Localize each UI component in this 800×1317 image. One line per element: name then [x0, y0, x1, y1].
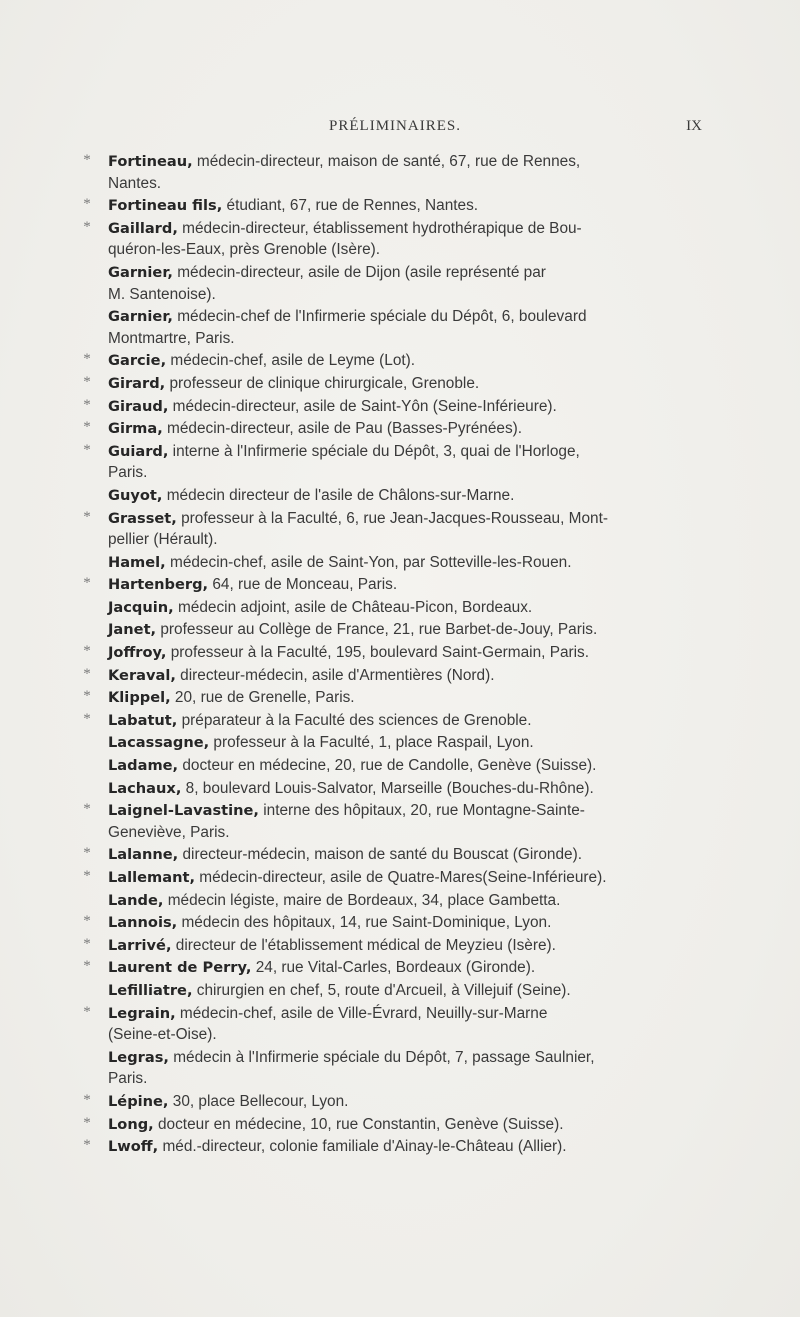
asterisk-mark: *	[83, 1003, 91, 1020]
member-description: professeur à la Faculté, 195, boulevard Saint-Germain, Paris.	[166, 644, 590, 662]
member-name: Girard,	[108, 374, 166, 392]
member-description: 20, rue de Grenelle, Paris.	[170, 689, 355, 707]
member-name: Fortineau,	[108, 153, 193, 170]
list-item	[83, 1135, 700, 1158]
member-name: Garnier,	[108, 263, 173, 281]
member-name: Larrivé,	[108, 936, 172, 954]
member-description: médecin directeur de l'asile de Châlons-sur-Marne.	[162, 486, 515, 504]
member-description: médecin-directeur, maison de santé, 67, rue de Rennes,	[192, 153, 581, 170]
member-name: Lefilliatre,	[108, 981, 193, 999]
asterisk-mark: *	[83, 373, 91, 390]
member-description: 64, rue de Monceau, Paris.	[208, 576, 398, 594]
list-item	[83, 709, 700, 732]
member-description-continuation: Geneviève, Paris.	[108, 823, 230, 841]
list-item	[88, 551, 700, 574]
member-description: directeur-médecin, maison de santé du Bouscat (Gironde).	[178, 846, 582, 864]
list-item	[83, 843, 700, 866]
list-item	[83, 686, 700, 709]
member-description: médecin-directeur, asile de Dijon (asile représenté par	[172, 263, 546, 281]
asterisk-mark: *	[83, 913, 91, 930]
member-description-continuation: M. Santenoise).	[108, 285, 216, 303]
list-item	[88, 261, 700, 305]
member-description: étudiant, 67, rue de Rennes, Nantes.	[222, 197, 479, 215]
asterisk-mark: *	[83, 575, 91, 592]
list-item	[83, 911, 700, 934]
member-description-continuation: (Seine-et-Oise).	[108, 1026, 217, 1044]
list-item	[88, 979, 700, 1002]
member-description: médecin-chef, asile de Leyme (Lot).	[166, 352, 416, 370]
asterisk-mark: *	[83, 1137, 91, 1154]
member-name: Lande,	[108, 891, 164, 909]
member-description-continuation: pellier (Hérault).	[108, 531, 218, 549]
member-name: Hartenberg,	[108, 576, 209, 594]
list-item	[83, 217, 700, 261]
list-item	[83, 395, 700, 418]
asterisk-mark: *	[83, 396, 91, 413]
member-description: docteur en médecine, 10, rue Constantin, Genève (Suisse).	[153, 1115, 564, 1133]
list-item	[83, 956, 700, 979]
member-description: médecin adjoint, asile de Château-Picon, Bordeaux.	[173, 598, 533, 616]
member-description-continuation: Paris.	[108, 1070, 148, 1088]
list-item	[88, 731, 700, 754]
member-description: préparateur à la Faculté des sciences de Grenoble.	[177, 711, 532, 729]
asterisk-mark: *	[83, 688, 91, 705]
member-name: Legras,	[108, 1048, 169, 1066]
member-name: Long,	[108, 1115, 154, 1133]
asterisk-mark: *	[83, 958, 91, 975]
member-name: Lalanne,	[108, 846, 179, 864]
asterisk-mark: *	[83, 419, 91, 436]
asterisk-mark: *	[83, 1114, 91, 1131]
member-name: Lallemant,	[108, 869, 196, 886]
member-name: Fortineau fils,	[108, 197, 223, 215]
list-item	[88, 596, 700, 619]
member-description: 30, place Bellecour, Lyon.	[168, 1092, 349, 1110]
member-description: chirurgien en chef, 5, route d'Arcueil, à Villejuif (Seine).	[192, 981, 571, 999]
member-description: docteur en médecine, 20, rue de Candolle, Genève (Suisse).	[178, 757, 597, 775]
list-item	[83, 194, 700, 217]
list-item	[83, 934, 700, 957]
member-name: Lépine,	[108, 1092, 169, 1110]
member-name: Janet,	[108, 621, 157, 639]
list-item	[83, 349, 700, 372]
asterisk-mark: *	[83, 152, 91, 168]
member-description: médecin-chef de l'Infirmerie spéciale du Dépôt, 6, boulevard	[172, 308, 587, 326]
member-list	[83, 150, 700, 1158]
member-description: interne des hôpitaux, 20, rue Montagne-Sainte-	[258, 802, 585, 820]
list-item	[83, 664, 700, 687]
list-item	[83, 1113, 700, 1136]
list-item	[88, 777, 700, 800]
member-description: directeur-médecin, asile d'Armentières (Nord).	[175, 666, 495, 684]
list-item	[83, 641, 700, 664]
member-name: Girma,	[108, 420, 163, 438]
asterisk-mark: *	[83, 1091, 91, 1108]
member-name: Garnier,	[108, 308, 173, 326]
member-name: Guyot,	[108, 486, 163, 504]
member-name: Lacassagne,	[108, 734, 210, 752]
list-item	[83, 799, 700, 843]
member-name: Lachaux,	[108, 779, 182, 797]
asterisk-mark: *	[83, 351, 91, 368]
member-description-continuation: Montmartre, Paris.	[108, 329, 235, 347]
asterisk-mark: *	[83, 868, 91, 884]
member-name: Lwoff,	[108, 1138, 159, 1156]
asterisk-mark: *	[83, 508, 91, 525]
member-description: médecin légiste, maire de Bordeaux, 34, place Gambetta.	[163, 891, 561, 909]
list-item	[88, 618, 700, 641]
asterisk-mark: *	[83, 196, 91, 213]
list-item	[83, 417, 700, 440]
list-item	[83, 440, 700, 484]
member-description: professeur de clinique chirurgicale, Grenoble.	[165, 374, 480, 392]
list-item	[88, 305, 700, 349]
asterisk-mark: *	[83, 665, 91, 682]
member-name: Joffroy,	[108, 644, 167, 662]
asterisk-mark: *	[83, 441, 91, 458]
member-description: médecin-directeur, établissement hydrothérapique de Bou-	[177, 219, 582, 237]
list-item	[88, 484, 700, 507]
member-description: médecin-chef, asile de Saint-Yon, par Sotteville-les-Rouen.	[165, 553, 572, 571]
member-description: professeur à la Faculté, 1, place Raspail, Lyon.	[209, 734, 534, 752]
page-number: IX	[686, 118, 702, 134]
member-description: médecin-chef, asile de Ville-Évrard, Neuilly-sur-Marne	[175, 1004, 548, 1022]
member-name: Garcie,	[108, 352, 167, 370]
list-item	[88, 754, 700, 777]
member-name: Legrain,	[108, 1004, 176, 1022]
member-name: Hamel,	[108, 553, 166, 571]
member-description: directeur de l'établissement médical de Meyzieu (Isère).	[171, 936, 556, 954]
list-item	[83, 1002, 700, 1046]
member-name: Grasset,	[108, 509, 177, 527]
member-description: 8, boulevard Louis-Salvator, Marseille (Bouches-du-Rhône).	[181, 779, 594, 797]
member-name: Lannois,	[108, 914, 178, 932]
member-description: méd.-directeur, colonie familiale d'Ainay-le-Château (Allier).	[158, 1138, 567, 1156]
member-name: Jacquin,	[108, 598, 174, 616]
member-name: Giraud,	[108, 397, 169, 415]
member-description: médecin à l'Infirmerie spéciale du Dépôt, 7, passage Saulnier,	[168, 1048, 595, 1066]
asterisk-mark: *	[83, 643, 91, 660]
member-description: professeur à la Faculté, 6, rue Jean-Jacques-Rousseau, Mont-	[176, 509, 608, 527]
member-description-continuation: quéron-les-Eaux, près Grenoble (Isère).	[108, 241, 381, 259]
asterisk-mark: *	[83, 218, 91, 235]
list-item	[88, 889, 700, 912]
list-item	[83, 507, 700, 551]
list-item	[83, 150, 700, 194]
member-name: Labatut,	[108, 711, 178, 729]
member-description: professeur au Collège de France, 21, rue Barbet-de-Jouy, Paris.	[156, 621, 598, 639]
list-item	[83, 866, 700, 889]
asterisk-mark: *	[83, 801, 91, 818]
member-name: Guiard,	[108, 442, 169, 460]
member-description-continuation: Nantes.	[108, 174, 162, 192]
member-name: Klippel,	[108, 689, 171, 707]
member-description: médecin-directeur, asile de Saint-Yôn (Seine-Inférieure).	[168, 397, 557, 415]
list-item	[83, 573, 700, 596]
member-name: Ladame,	[108, 757, 179, 775]
header-title: PRÉLIMINAIRES.	[329, 118, 461, 134]
member-description: médecin-directeur, asile de Quatre-Mares(Seine-Inférieure).	[195, 869, 607, 886]
asterisk-mark: *	[83, 710, 91, 727]
member-name: Gaillard,	[108, 219, 178, 237]
asterisk-mark: *	[83, 845, 91, 862]
asterisk-mark: *	[83, 935, 91, 952]
member-description-continuation: Paris.	[108, 464, 148, 482]
list-item	[83, 372, 700, 395]
member-description: médecin des hôpitaux, 14, rue Saint-Dominique, Lyon.	[177, 914, 552, 932]
running-header	[88, 118, 702, 142]
member-name: Laignel-Lavastine,	[108, 802, 259, 820]
member-description: interne à l'Infirmerie spéciale du Dépôt, 3, quai de l'Horloge,	[168, 442, 580, 460]
member-description: 24, rue Vital-Carles, Bordeaux (Gironde).	[251, 959, 536, 977]
member-description: médecin-directeur, asile de Pau (Basses-Pyrénées).	[162, 420, 523, 438]
list-item	[88, 1046, 700, 1090]
list-item	[83, 1090, 700, 1113]
member-name: Laurent de Perry,	[108, 959, 252, 977]
member-name: Keraval,	[108, 666, 176, 684]
